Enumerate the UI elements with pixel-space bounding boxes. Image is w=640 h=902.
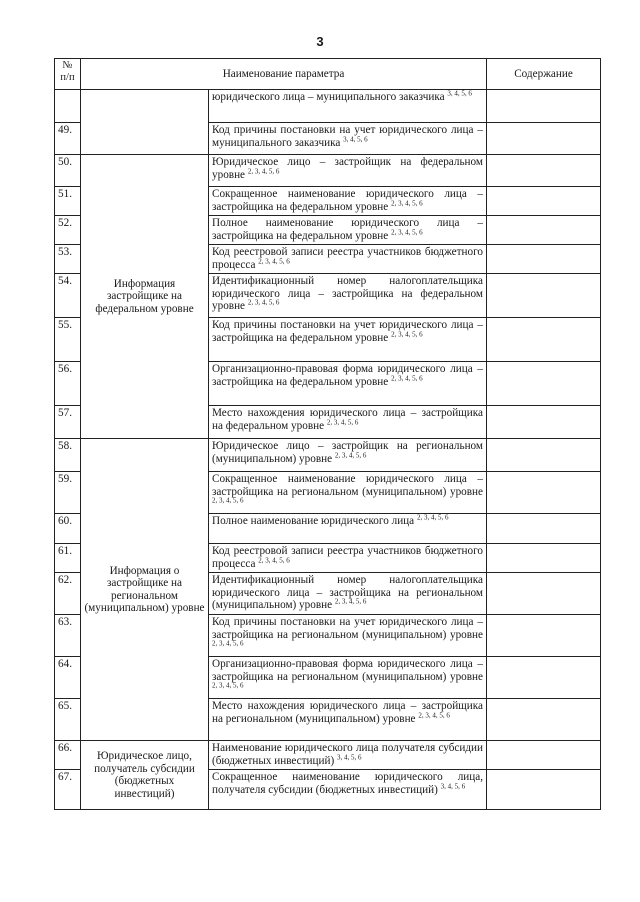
parameter-name	[209, 544, 487, 573]
row-number: 53.	[55, 245, 81, 274]
content-cell	[487, 439, 601, 472]
footnote-refs: 2, 3, 4, 5, 6	[391, 198, 423, 207]
footnote-refs: 2, 3, 4, 5, 6	[334, 597, 367, 606]
parameter-text: Наименование юридического лица получателя субсидии (бюджетных инвестиций)	[212, 742, 484, 767]
parameter-text: Место нахождения юридического лица – застройщика на региональном (муниципальном) уровне	[212, 700, 484, 725]
footnote-refs: 2, 3, 4, 5, 6	[391, 227, 423, 236]
page-number: 3	[316, 34, 324, 49]
parameter-name	[209, 123, 487, 155]
parameter-text: Код реестровой записи реестра участников бюджетного процесса	[212, 246, 484, 271]
table-row	[55, 439, 601, 472]
parameter-text: Сокращенное наименование юридического лица – застройщика на региональном (муниципальном) уровне	[212, 473, 484, 498]
parameter-text: Полное наименование юридического лица	[212, 515, 417, 527]
content-cell	[487, 318, 601, 362]
table-row	[55, 741, 601, 770]
row-number: 58.	[55, 439, 81, 472]
row-number: 51.	[55, 187, 81, 216]
content-cell	[487, 741, 601, 770]
content-cell	[487, 406, 601, 439]
group-label-federal: Информация застройщике на федеральном уровне	[81, 155, 209, 439]
content-cell	[487, 155, 601, 187]
parameter-text: Организационно-правовая форма юридического лица – застройщика на региональном (муниципальном) уровне	[212, 658, 484, 683]
parameter-text: Юридическое лицо – застройщик на федеральном уровне	[212, 156, 484, 181]
content-cell	[487, 362, 601, 406]
parameter-name	[209, 155, 487, 187]
row-number: 55.	[55, 318, 81, 362]
footnote-refs: 2, 3, 4, 5, 6	[212, 681, 244, 690]
table-header-row	[55, 59, 601, 90]
footnote-refs: 2, 3, 4, 5, 6	[391, 373, 423, 382]
parameter-text: Код причины постановки на учет юридического лица – застройщика на федеральном уровне	[212, 319, 484, 344]
parameter-name	[209, 362, 487, 406]
parameter-text: Сокращенное наименование юридического лица – застройщика на федеральном уровне	[212, 188, 484, 213]
content-cell	[487, 657, 601, 699]
row-number: 52.	[55, 216, 81, 245]
row-number: 57.	[55, 406, 81, 439]
parameter-name	[209, 770, 487, 810]
header-name: Наименование параметра	[81, 59, 487, 90]
parameter-text: юридического лица – муниципального заказчика	[212, 91, 448, 103]
row-number	[55, 90, 81, 123]
group-label-regional: Информация о застройщике на региональном (муниципальном) уровне	[81, 439, 209, 741]
parameter-name	[209, 472, 487, 514]
parameter-name	[209, 90, 487, 123]
row-number: 60.	[55, 514, 81, 544]
parameters-table	[54, 58, 601, 810]
parameter-name	[209, 439, 487, 472]
parameter-name	[209, 245, 487, 274]
table-row	[55, 90, 601, 123]
parameter-name	[209, 741, 487, 770]
parameter-name	[209, 615, 487, 657]
row-number: 56.	[55, 362, 81, 406]
parameter-name	[209, 216, 487, 245]
row-number: 64.	[55, 657, 81, 699]
footnote-refs: 2, 3, 4, 5, 6	[247, 166, 280, 175]
footnote-refs: 2, 3, 4, 5, 6	[258, 555, 290, 564]
parameter-name	[209, 514, 487, 544]
parameter-text: Сокращенное наименование юридического лица, получателя субсидии (бюджетных инвестиций)	[212, 771, 484, 796]
row-number: 50.	[55, 155, 81, 187]
footnote-refs: 2, 3, 4, 5, 6	[247, 298, 280, 307]
parameter-name	[209, 699, 487, 741]
content-cell	[487, 274, 601, 318]
parameter-text: Организационно-правовая форма юридического лица – застройщика на федеральном уровне	[212, 363, 484, 388]
row-number: 54.	[55, 274, 81, 318]
parameter-text: Полное наименование юридического лица – застройщика на федеральном уровне	[212, 217, 484, 242]
parameter-text: Код причины постановки на учет юридического лица – застройщика на региональном (муниципальном) уровне	[212, 616, 484, 641]
parameter-name	[209, 406, 487, 439]
footnote-refs: 3, 4, 5, 6	[447, 89, 472, 98]
parameter-text: Код реестровой записи реестра участников бюджетного процесса	[212, 545, 484, 570]
parameter-text: Код причины постановки на учет юридического лица – муниципального заказчика	[212, 124, 484, 149]
footnote-refs: 2, 3, 4, 5, 6	[212, 639, 244, 648]
content-cell	[487, 245, 601, 274]
parameter-text: Идентификационный номер налогоплательщика юридического лица – застройщика на федеральном уровне	[212, 275, 484, 312]
parameter-name	[209, 657, 487, 699]
row-number: 65.	[55, 699, 81, 741]
row-number: 67.	[55, 770, 81, 810]
content-cell	[487, 187, 601, 216]
content-cell	[487, 770, 601, 810]
footnote-refs: 2, 3, 4, 5, 6	[258, 256, 290, 265]
footnote-refs: 2, 3, 4, 5, 6	[391, 329, 423, 338]
header-num: № п/п	[55, 59, 81, 90]
footnote-refs: 2, 3, 4, 5, 6	[418, 710, 450, 719]
footnote-refs: 2, 3, 4, 5, 6	[334, 450, 367, 459]
footnote-refs: 3, 4, 5, 6	[337, 752, 362, 761]
footnote-refs: 3, 4, 5, 6	[343, 134, 368, 143]
row-number: 62.	[55, 573, 81, 615]
parameter-name	[209, 318, 487, 362]
content-cell	[487, 573, 601, 615]
content-cell	[487, 123, 601, 155]
table-row	[55, 155, 601, 187]
footnote-refs: 3, 4, 5, 6	[440, 781, 466, 790]
parameter-name	[209, 274, 487, 318]
parameter-text: Идентификационный номер налогоплательщика юридического лица – застройщика на региональном (муниципальном) уровне	[212, 574, 484, 611]
content-cell	[487, 90, 601, 123]
row-number: 49.	[55, 123, 81, 155]
footnote-refs: 2, 3, 4, 5, 6	[416, 513, 449, 522]
row-number: 63.	[55, 615, 81, 657]
row-number: 61.	[55, 544, 81, 573]
footnote-refs: 2, 3, 4, 5, 6	[212, 496, 244, 505]
content-cell	[487, 615, 601, 657]
header-content: Содержание	[487, 59, 601, 90]
parameter-text: Место нахождения юридического лица – застройщика на федеральном уровне	[212, 407, 484, 432]
content-cell	[487, 699, 601, 741]
parameter-name	[209, 187, 487, 216]
content-cell	[487, 514, 601, 544]
content-cell	[487, 472, 601, 514]
parameter-text: Юридическое лицо – застройщик на региональном (муниципальном) уровне	[212, 440, 484, 465]
group-label-recipient: Юридическое лицо, получатель субсидии (бюджетных инвестиций)	[81, 741, 209, 810]
group-label-empty	[81, 90, 209, 155]
parameter-name	[209, 573, 487, 615]
row-number: 66.	[55, 741, 81, 770]
content-cell	[487, 544, 601, 573]
footnote-refs: 2, 3, 4, 5, 6	[326, 417, 359, 426]
row-number: 59.	[55, 472, 81, 514]
content-cell	[487, 216, 601, 245]
